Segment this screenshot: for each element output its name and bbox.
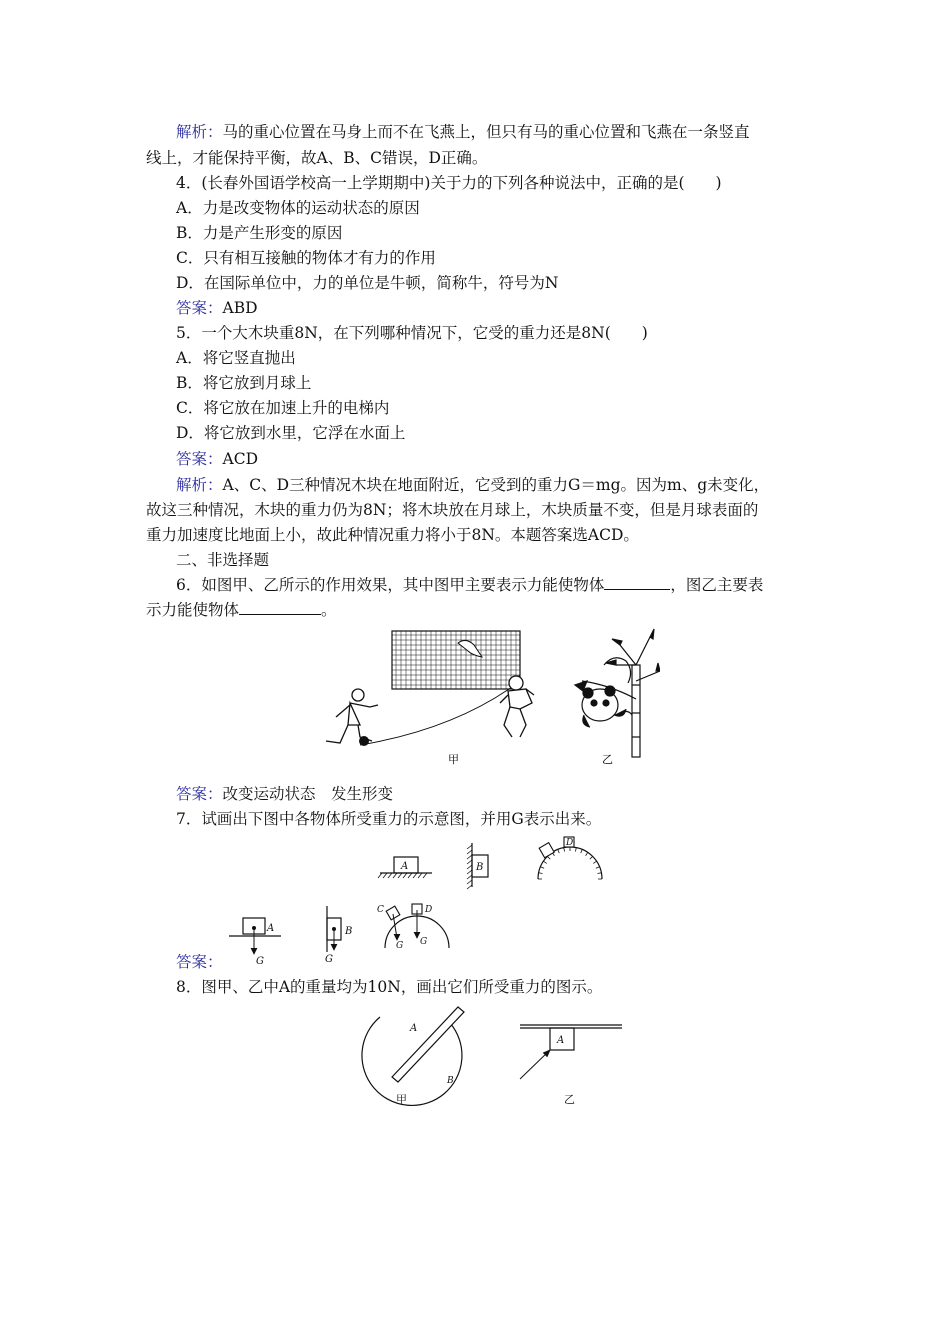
q7-answer [176, 952, 841, 972]
q7-ans-label-g3: G [396, 941, 404, 951]
q5-answer [176, 449, 841, 469]
q6-stem-part1: 6．如图甲、乙所示的作用效果，其中图甲主要表示力能使物体 [176, 576, 605, 594]
q6-stem-part2: ，图乙主要表 [670, 576, 764, 594]
q7-answer-hemisphere [377, 904, 449, 951]
q6-answer [176, 784, 841, 804]
panda-bamboo-illustration [575, 629, 660, 757]
q5-option-a: A．将它竖直抛出 [176, 349, 296, 367]
q5-option-d: D．将它放到水里，它浮在水面上 [176, 424, 406, 442]
q8-label-a-jia: A [410, 1023, 418, 1034]
q7-block-a-on-floor [378, 857, 432, 878]
q8-label-b-jia: B [447, 1076, 454, 1086]
q7-label-a: A [401, 861, 409, 872]
q6-stem-line2 [146, 600, 811, 620]
q5-analysis-line3: 重力加速度比地面上小，故此种情况重力将小于8N。本题答案选ACD。 [146, 526, 639, 544]
q7-question-figure [370, 835, 610, 895]
q5-analysis-text1: A、C、D三种情况木块在地面附近，它受到的重力G＝mg。因为m、g未变化， [222, 476, 770, 494]
q7-ans-label-a: A [267, 923, 275, 934]
q4-answer-label: 答案： [176, 299, 223, 317]
goalkeeper-figure [458, 640, 482, 657]
q7-ans-label-d: D [425, 905, 433, 915]
soccer-ball [359, 736, 369, 746]
q6-fig-label-jia: 甲 [448, 753, 459, 766]
q3-analysis-line2: 线上，才能保持平衡，故A、B、C错误，D正确。 [146, 149, 488, 167]
q5-answer-label: 答案： [176, 450, 223, 468]
kicker-figure [326, 689, 378, 743]
q3-analysis-label: 解析： [176, 123, 223, 141]
q7-label-b: B [476, 862, 484, 873]
q8-figure-jia [362, 1007, 464, 1106]
q5-analysis-label: 解析： [176, 476, 223, 494]
q8-figure [350, 1003, 630, 1113]
q8-fig-label-jia: 甲 [396, 1093, 407, 1106]
q6-stem-end: 。 [321, 601, 337, 619]
section2-title: 二、非选择题 [176, 551, 270, 569]
ball-trajectory [360, 687, 512, 745]
q4-option-d: D．在国际单位中，力的单位是牛顿，简称牛，符号为N [176, 274, 559, 292]
q7-label-d: D [566, 838, 574, 848]
q5-stem: 5．一个大木块重8N，在下列哪种情况下，它受的重力还是8N( ) [176, 324, 648, 342]
q3-analysis-line1 [176, 122, 841, 142]
q8-stem: 8．图甲、乙中A的重量均为10N，画出它们所受重力的图示。 [176, 978, 603, 996]
q4-option-c: C．只有相互接触的物体才有力的作用 [176, 249, 436, 267]
q7-ans-label-g2: G [325, 954, 333, 965]
q5-analysis-line2: 故这三种情况，木块的重力仍为8N；将木块放在月球上，木块质量不变，但是月球表面的 [146, 501, 759, 519]
q7-ans-label-g4: G [420, 937, 428, 947]
q6-stem-line1 [176, 575, 841, 595]
q7-answer-label: 答案： [176, 953, 223, 971]
q7-ans-label-b: B [345, 926, 353, 937]
q4-stem: 4．(长春外国语学校高一上学期期中)关于力的下列各种说法中，正确的是( ) [176, 174, 722, 192]
q8-figure-yi [520, 1025, 622, 1106]
q7-stem: 7．试画出下图中各物体所受重力的示意图，并用G表示出来。 [176, 810, 602, 828]
q6-answer-label: 答案： [176, 785, 223, 803]
q6-fig-label-yi: 乙 [602, 753, 613, 766]
soccer-net-illustration [326, 631, 534, 746]
q5-answer-value: ACD [222, 450, 258, 468]
q7-ans-label-g1: G [256, 956, 264, 967]
q7-ans-label-c: C [377, 905, 384, 915]
q4-answer-value: ABD [222, 299, 258, 317]
q4-option-a: A．力是改变物体的运动状态的原因 [176, 199, 420, 217]
q5-analysis-line1 [176, 475, 841, 495]
q4-answer [176, 298, 841, 318]
q6-blank2[interactable] [239, 600, 321, 615]
q5-option-c: C．将它放在加速上升的电梯内 [176, 399, 390, 417]
q7-hemisphere-cd [538, 837, 602, 879]
q8-label-a-yi: A [557, 1035, 565, 1046]
q5-option-b: B．将它放到月球上 [176, 374, 312, 392]
q8-fig-label-yi: 乙 [564, 1093, 575, 1106]
q4-option-b: B．力是产生形变的原因 [176, 224, 343, 242]
q3-analysis-text1: 马的重心位置在马身上而不在飞燕上，但只有马的重心位置和飞燕在一条竖直 [222, 123, 750, 141]
q6-figure [320, 625, 660, 770]
q6-blank1[interactable] [604, 575, 670, 590]
q6-stem-line2-text: 示力能使物体 [146, 601, 240, 619]
q6-answer-value: 改变运动状态 发生形变 [222, 785, 394, 803]
q7-block-b-on-wall [467, 843, 488, 889]
